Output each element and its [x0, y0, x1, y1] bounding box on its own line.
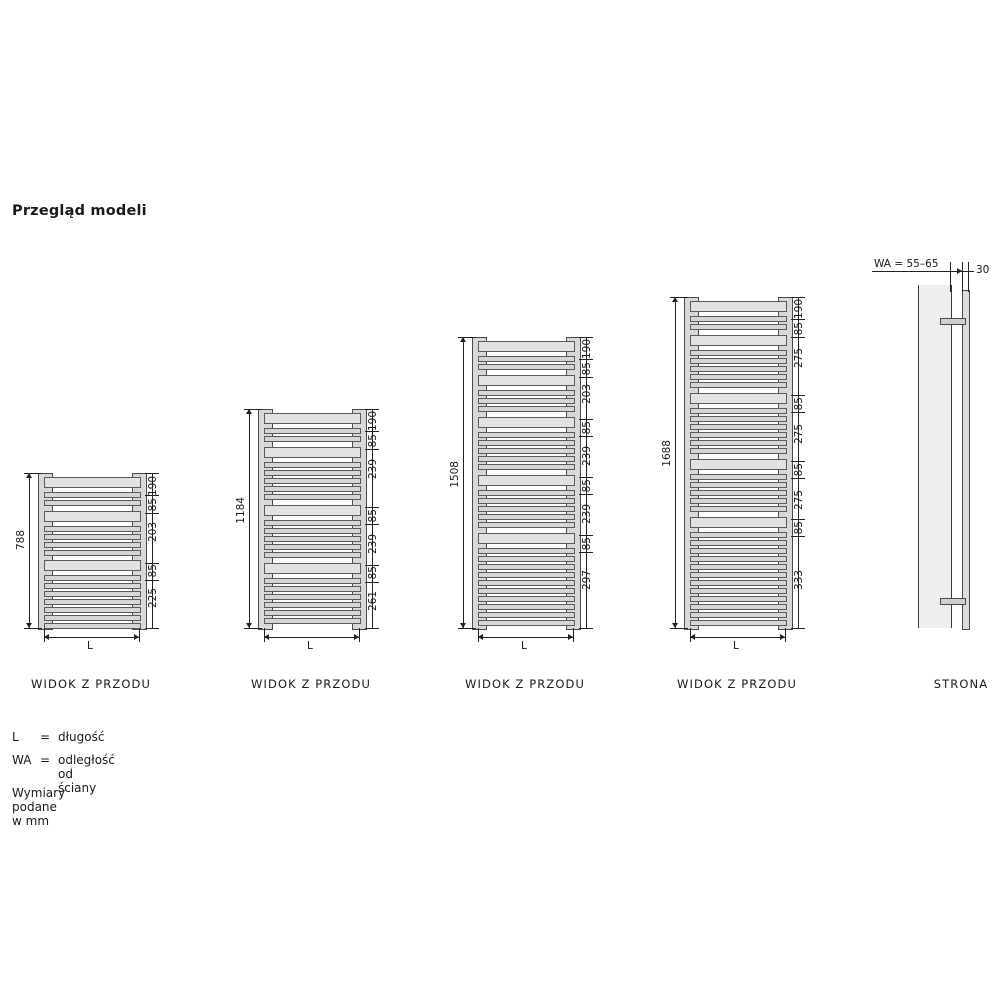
dim-segment: 190	[147, 476, 159, 497]
rail	[690, 366, 787, 372]
rail	[478, 406, 575, 412]
tickline	[579, 477, 593, 478]
rail	[44, 534, 141, 540]
rail	[478, 612, 575, 618]
arrow	[780, 634, 785, 640]
dim-segment: 239	[367, 459, 379, 480]
rail	[690, 350, 787, 356]
arrow	[246, 409, 252, 414]
tickline	[791, 461, 805, 462]
rail	[44, 591, 141, 597]
rail-thick	[44, 560, 141, 571]
rail	[44, 492, 141, 498]
rail	[690, 612, 787, 618]
dim-segment: 203	[147, 522, 159, 543]
arrow	[26, 473, 32, 478]
rail-thick	[264, 413, 361, 424]
dim-line-width	[478, 637, 573, 638]
dim-segment: 239	[581, 446, 593, 467]
dim-segment: 333	[793, 570, 805, 591]
dim-segment: 261	[367, 591, 379, 612]
dim-segment: 275	[793, 490, 805, 511]
legend-value-l: długość	[58, 730, 105, 744]
dim-segment: 203	[581, 384, 593, 405]
rail	[44, 623, 141, 629]
rail	[478, 588, 575, 594]
arrow	[478, 634, 483, 640]
rail	[478, 564, 575, 570]
dim-segment: 85	[581, 479, 593, 493]
dim-line-width	[264, 637, 359, 638]
dim-segment: 85	[581, 537, 593, 551]
rail	[264, 602, 361, 608]
rail-thick	[478, 533, 575, 544]
rail	[44, 500, 141, 506]
dim-total-height: 1508	[449, 461, 461, 488]
ext-line-bottom	[244, 628, 262, 629]
tickline	[365, 582, 379, 583]
rail-thick	[478, 375, 575, 386]
rail	[690, 448, 787, 454]
dim-segment: 85	[147, 564, 159, 578]
rail	[44, 526, 141, 532]
arrow	[672, 623, 678, 628]
tickline	[791, 297, 805, 298]
rail	[478, 620, 575, 626]
ext-line-bottom	[24, 628, 42, 629]
rail	[478, 398, 575, 404]
tickline	[579, 419, 593, 420]
rail	[690, 408, 787, 414]
dim-segment: 190	[367, 411, 379, 432]
dim-total-height: 1688	[661, 440, 673, 467]
dim-segment: 225	[147, 588, 159, 609]
rail	[690, 440, 787, 446]
wall-bracket-top	[940, 318, 966, 325]
tickline	[365, 409, 379, 410]
dim-segment: 85	[793, 397, 805, 411]
rail-thick	[264, 447, 361, 458]
legend-value-wa: odległość od ściany	[58, 753, 115, 795]
tickline	[791, 319, 805, 320]
page-title: Przegląd modeli	[12, 203, 147, 219]
legend-eq: =	[40, 753, 51, 767]
tickline	[791, 628, 805, 629]
rail	[478, 556, 575, 562]
rail	[478, 498, 575, 504]
dim-line-width	[690, 637, 785, 638]
rail	[690, 424, 787, 430]
tickline	[145, 628, 159, 629]
rail	[690, 490, 787, 496]
tickline	[579, 535, 593, 536]
rail	[690, 432, 787, 438]
arrow	[460, 337, 466, 342]
rail	[690, 596, 787, 602]
dim-line-width	[44, 637, 139, 638]
rail	[690, 604, 787, 610]
ext-line	[139, 628, 140, 642]
rail	[478, 364, 575, 370]
rail	[264, 536, 361, 542]
dim-segment: 190	[581, 339, 593, 360]
legend-key-l: L	[12, 730, 19, 744]
rail	[264, 462, 361, 468]
dim-depth: 30	[976, 264, 990, 276]
rail	[690, 548, 787, 554]
tickline	[579, 628, 593, 629]
tickline	[579, 494, 593, 495]
rail	[44, 599, 141, 605]
dim-segment: 190	[793, 299, 805, 320]
rail-thick	[478, 475, 575, 486]
legend-key-wa: WA	[12, 753, 32, 767]
rail	[690, 588, 787, 594]
tickline	[579, 337, 593, 338]
arrow	[672, 297, 678, 302]
arrow	[354, 634, 359, 640]
tickline	[791, 412, 805, 413]
rail	[44, 542, 141, 548]
dim-width: L	[307, 640, 313, 652]
ext-line	[950, 262, 951, 292]
rail	[44, 550, 141, 556]
ext-line	[785, 628, 786, 642]
rail	[264, 436, 361, 442]
dim-segment: 85	[793, 521, 805, 535]
dim-total-height: 1184	[235, 497, 247, 524]
rail	[690, 382, 787, 388]
dim-segment: 85	[367, 509, 379, 523]
arrow	[134, 634, 139, 640]
tickline	[145, 473, 159, 474]
tickline	[579, 552, 593, 553]
rail	[690, 556, 787, 562]
rail	[690, 416, 787, 422]
dim-segment: 297	[581, 570, 593, 591]
tickline	[791, 395, 805, 396]
rail	[264, 578, 361, 584]
rail	[478, 604, 575, 610]
rail	[690, 482, 787, 488]
arrow	[246, 623, 252, 628]
tickline	[791, 478, 805, 479]
rail	[478, 356, 575, 362]
rail	[478, 548, 575, 554]
dim-line-total	[463, 337, 464, 628]
arrow	[44, 634, 49, 640]
rail-thick	[690, 335, 787, 346]
rail-thick	[690, 459, 787, 470]
rail	[264, 594, 361, 600]
wall	[918, 285, 952, 628]
dim-segment: 239	[367, 534, 379, 555]
dim-wa: WA = 55–65	[874, 258, 939, 270]
rail	[264, 552, 361, 558]
rail	[478, 596, 575, 602]
rail	[478, 456, 575, 462]
rail	[478, 490, 575, 496]
rail	[264, 610, 361, 616]
rail-thick	[44, 477, 141, 488]
arrow	[264, 634, 269, 640]
dim-segment: 275	[793, 424, 805, 445]
rail	[478, 580, 575, 586]
dim-segment: 239	[581, 504, 593, 525]
rail	[264, 586, 361, 592]
dim-segment: 85	[367, 434, 379, 448]
rail	[690, 532, 787, 538]
rail	[690, 358, 787, 364]
rail-thick	[44, 511, 141, 522]
rail	[44, 583, 141, 589]
rail	[690, 316, 787, 322]
ext-line	[968, 262, 969, 292]
rail	[690, 564, 787, 570]
view-caption: WIDOK Z PRZODU	[465, 677, 585, 691]
ext-line-bottom	[670, 628, 688, 629]
tickline	[145, 580, 159, 581]
rail	[44, 575, 141, 581]
ext-line	[573, 628, 574, 642]
rail	[478, 440, 575, 446]
rail	[478, 448, 575, 454]
tickline	[365, 507, 379, 508]
rail	[264, 478, 361, 484]
dim-width: L	[87, 640, 93, 652]
dim-segment: 275	[793, 348, 805, 369]
tickline	[791, 337, 805, 338]
rail	[44, 607, 141, 613]
tickline	[791, 519, 805, 520]
view-caption: WIDOK Z PRZODU	[677, 677, 797, 691]
rail	[478, 432, 575, 438]
radiator-profile	[962, 290, 970, 630]
rail-thick	[690, 517, 787, 528]
ext-line	[962, 262, 963, 292]
dim-segment: 85	[581, 362, 593, 376]
rail	[478, 506, 575, 512]
view-caption: WIDOK Z PRZODU	[31, 677, 151, 691]
rail	[264, 520, 361, 526]
tickline	[365, 449, 379, 450]
rail-thick	[264, 505, 361, 516]
dim-total-height: 788	[15, 530, 27, 551]
rail	[478, 514, 575, 520]
dim-line-total	[29, 473, 30, 628]
view-caption: WIDOK Z PRZODU	[251, 677, 371, 691]
rail	[478, 522, 575, 528]
rail	[690, 506, 787, 512]
rail	[690, 324, 787, 330]
rail	[690, 498, 787, 504]
dim-line-total	[249, 409, 250, 628]
rail	[264, 428, 361, 434]
rail-thick	[478, 417, 575, 428]
arrow	[460, 623, 466, 628]
rail-thick	[690, 301, 787, 312]
dim-width: L	[733, 640, 739, 652]
rail-thick	[478, 341, 575, 352]
rail	[264, 494, 361, 500]
arrow	[690, 634, 695, 640]
arrow	[568, 634, 573, 640]
rail	[690, 540, 787, 546]
rail-thick	[690, 393, 787, 404]
rail	[690, 474, 787, 480]
dim-line-total	[675, 297, 676, 628]
rail	[478, 464, 575, 470]
wall-bracket-bottom	[940, 598, 966, 605]
dim-segment: 85	[147, 498, 159, 512]
tickline	[579, 436, 593, 437]
legend-eq: =	[40, 730, 51, 744]
tickline	[365, 628, 379, 629]
rail	[478, 390, 575, 396]
rail	[264, 618, 361, 624]
dim-width: L	[521, 640, 527, 652]
tickline	[579, 377, 593, 378]
ext-line	[359, 628, 360, 642]
tickline	[791, 536, 805, 537]
ext-line-bottom	[458, 628, 476, 629]
arrow	[26, 623, 32, 628]
rail-thick	[264, 563, 361, 574]
tickline	[365, 431, 379, 432]
rail	[44, 615, 141, 621]
rail	[690, 580, 787, 586]
dim-segment: 85	[793, 322, 805, 336]
tickline	[579, 359, 593, 360]
rail	[478, 572, 575, 578]
tickline	[365, 524, 379, 525]
rail	[264, 470, 361, 476]
dim-segment: 85	[367, 566, 379, 580]
rail	[690, 572, 787, 578]
dim-line-wa	[872, 271, 962, 272]
dim-segment: 85	[793, 463, 805, 477]
tickline	[145, 513, 159, 514]
rail	[264, 544, 361, 550]
dim-segment: 85	[581, 421, 593, 435]
rail	[264, 486, 361, 492]
rail	[264, 528, 361, 534]
units-note: Wymiary podane w mm	[12, 786, 66, 828]
view-caption: STRONA	[933, 677, 989, 691]
rail	[690, 620, 787, 626]
dim-line-depth	[962, 271, 974, 272]
rail	[690, 374, 787, 380]
